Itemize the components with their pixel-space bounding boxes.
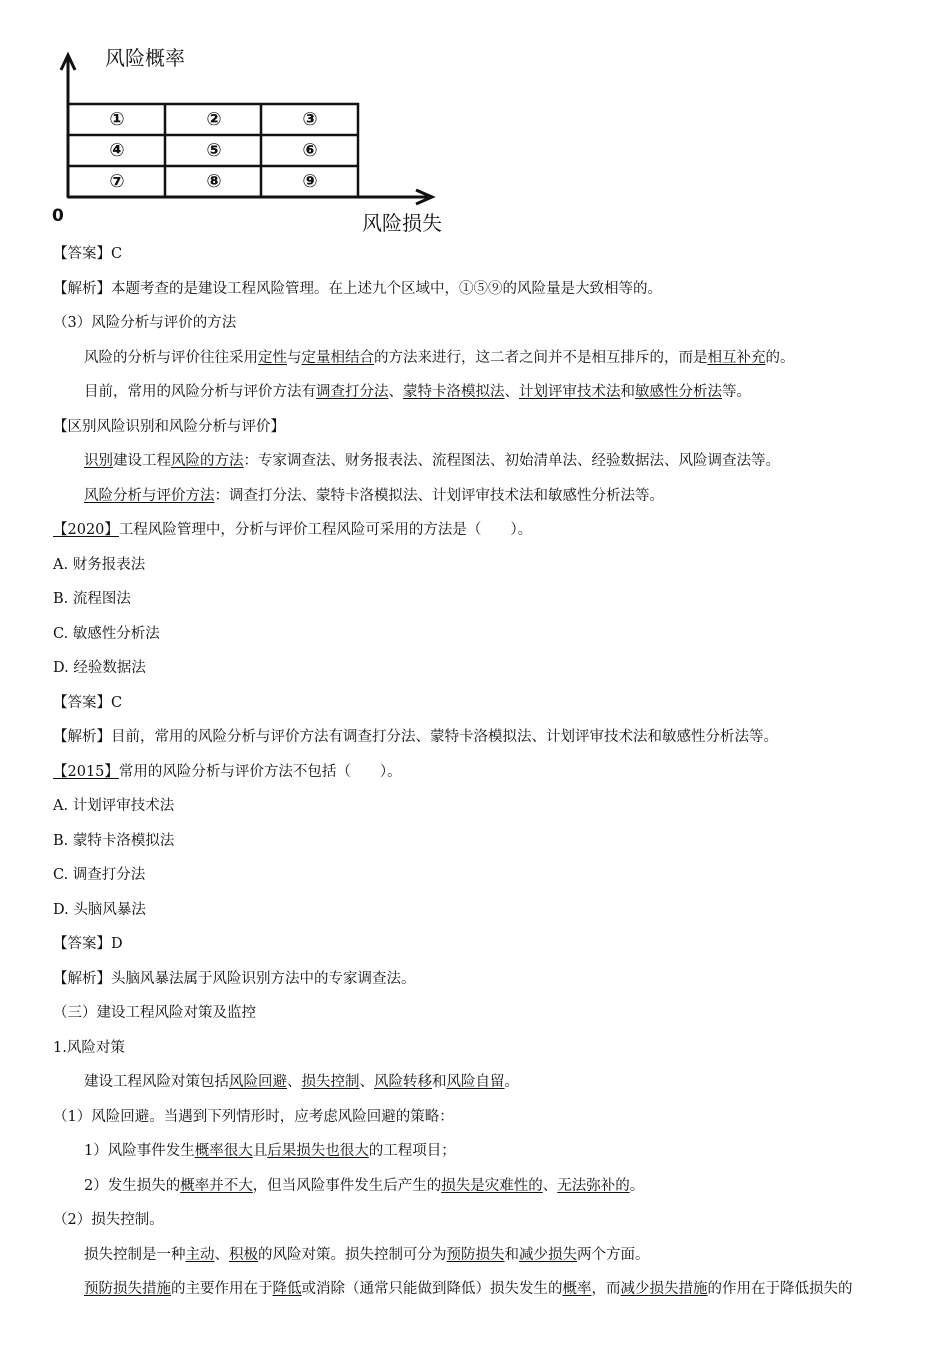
text-line <box>84 1072 519 1092</box>
text-segment: 、 <box>388 384 403 400</box>
underlined-term: 减少损失 <box>519 1246 577 1263</box>
underlined-term: 后果损失也很大 <box>267 1143 369 1159</box>
underlined-term: 风险回避 <box>229 1074 287 1090</box>
underlined-term: 无法弥补的 <box>557 1177 630 1194</box>
underlined-term: 风险自留 <box>446 1074 505 1090</box>
text-line <box>53 520 532 540</box>
text-segment: 【答案】C <box>53 246 123 262</box>
text-line <box>53 555 145 575</box>
text-segment: 、 <box>214 1246 229 1263</box>
text-line <box>53 1107 454 1127</box>
text-segment: D. 头脑风暴法 <box>53 901 146 918</box>
underlined-term: 风险的方法 <box>171 453 244 469</box>
underlined-term: 风险分析与评价方法 <box>84 487 215 504</box>
text-line <box>53 727 778 747</box>
matrix-cell: ② <box>206 109 222 130</box>
text-segment: 风险的分析与评价往往采用 <box>84 349 258 366</box>
text-segment: ：调查打分法、蒙特卡洛模拟法、计划评审技术法和敏感性分析法等。 <box>214 487 664 504</box>
text-line <box>53 244 122 264</box>
text-segment: 。 <box>504 1074 519 1090</box>
text-line <box>84 348 795 368</box>
risk-matrix-diagram <box>0 0 460 240</box>
text-line <box>84 1176 644 1196</box>
text-segment: 的。 <box>765 349 795 366</box>
underlined-term: 概率 <box>562 1281 592 1297</box>
underlined-term: 调查打分法 <box>316 384 389 400</box>
text-segment: 且 <box>252 1143 268 1159</box>
text-line <box>84 1141 456 1161</box>
text-segment: ，而 <box>591 1281 621 1297</box>
text-segment: 【解析】头脑风暴法属于风险识别方法中的专家调查法。 <box>53 970 416 987</box>
text-segment: （3）风险分析与评价的方法 <box>53 315 237 331</box>
underlined-term: 定量相结合 <box>301 349 374 366</box>
text-segment: 【区别风险识别和风险分析与评价】 <box>53 418 285 435</box>
text-segment: B. 流程图法 <box>53 591 131 607</box>
text-segment: 建设工程风险对策包括 <box>84 1074 229 1090</box>
underlined-term: 降低 <box>272 1281 302 1297</box>
x-axis-label: 风险损失 <box>362 211 442 235</box>
text-line <box>53 762 402 782</box>
text-line <box>84 451 780 471</box>
text-line <box>53 658 146 678</box>
underlined-term: 蒙特卡洛模拟法 <box>403 384 505 400</box>
text-segment: 两个方面。 <box>577 1246 650 1263</box>
text-segment: 损失控制是一种 <box>84 1246 186 1263</box>
underlined-term: 敏感性分析法 <box>635 384 722 400</box>
text-line <box>53 831 174 851</box>
text-line <box>53 969 416 989</box>
text-segment: 的作用在于降低损失的 <box>707 1281 853 1297</box>
underlined-term: 积极 <box>229 1246 258 1263</box>
underlined-term: 损失控制 <box>301 1074 360 1090</box>
text-segment: 【答案】D <box>53 936 123 952</box>
text-segment: ，但当风险事件发生后产生的 <box>252 1177 442 1194</box>
text-line <box>53 1003 256 1023</box>
text-segment: A. 计划评审技术法 <box>53 798 175 814</box>
text-segment: 工程风险管理中，分析与评价工程风险可采用的方法是（ ）。 <box>118 522 533 538</box>
text-segment: 、 <box>542 1177 558 1194</box>
text-segment: 1）风险事件发生 <box>84 1143 195 1159</box>
text-segment: 的主要作用在于 <box>171 1281 273 1297</box>
text-line <box>84 486 664 506</box>
text-line <box>53 693 122 713</box>
text-segment: 和 <box>432 1074 447 1090</box>
text-line <box>53 900 146 920</box>
text-segment: ：专家调查法、财务报表法、流程图法、初始清单法、经验数据法、风险调查法等。 <box>243 453 780 469</box>
underlined-term: 概率很大 <box>194 1143 253 1159</box>
text-line <box>53 313 236 333</box>
text-line <box>53 417 285 437</box>
text-segment: D. 经验数据法 <box>53 660 146 676</box>
text-segment: 和 <box>504 1246 519 1263</box>
matrix-cell: ① <box>109 109 125 130</box>
text-segment: 与 <box>287 349 302 366</box>
text-segment: 。 <box>629 1177 645 1194</box>
underlined-term: 主动 <box>185 1246 215 1263</box>
text-segment: 【解析】本题考查的是建设工程风险管理。在上述九个区域中，①⑤⑨的风险量是大致相等的。 <box>53 280 662 297</box>
text-segment: （三）建设工程风险对策及监控 <box>53 1005 256 1021</box>
text-segment: 或消除（通常只能做到降低）损失发生的 <box>301 1281 563 1297</box>
underlined-term: 减少损失措施 <box>620 1281 708 1297</box>
text-line <box>53 934 123 954</box>
underlined-term: 相互补充 <box>707 349 766 366</box>
matrix-cell: ⑨ <box>302 171 318 192</box>
text-segment: 常用的风险分析与评价方法不包括（ ）。 <box>118 763 402 780</box>
text-segment: 、 <box>287 1074 302 1090</box>
text-line <box>53 796 174 816</box>
text-segment: 建设工程 <box>113 453 171 469</box>
underlined-term: 预防损失 <box>446 1246 505 1263</box>
text-segment: 和 <box>620 384 635 400</box>
text-segment: C. 调查打分法 <box>53 867 146 883</box>
underlined-term: 损失是灾难性的 <box>441 1177 543 1194</box>
matrix-cell: ⑥ <box>302 140 318 161</box>
text-line <box>84 382 751 402</box>
text-line <box>53 624 160 644</box>
text-segment: C. 敏感性分析法 <box>53 625 160 642</box>
text-segment: 等。 <box>722 384 751 400</box>
text-segment: （2）损失控制。 <box>53 1212 164 1228</box>
text-segment: 2）发生损失的 <box>84 1177 181 1194</box>
text-line <box>53 279 662 299</box>
text-segment: 【解析】目前，常用的风险分析与评价方法有调查打分法、蒙特卡洛模拟法、计划评审技术法和敏感性分析法等。 <box>53 729 778 745</box>
text-segment: 的风险对策。损失控制可分为 <box>258 1246 447 1263</box>
underlined-term: 【2020】 <box>53 522 119 538</box>
text-line <box>53 1210 164 1230</box>
text-line <box>84 1245 650 1265</box>
text-line <box>53 1038 125 1058</box>
underlined-term: 预防损失措施 <box>84 1281 171 1297</box>
matrix-cell: ⑦ <box>109 171 125 192</box>
underlined-term: 定性 <box>258 349 287 366</box>
underlined-term: 风险转移 <box>374 1074 432 1090</box>
origin-label: 0 <box>52 206 64 226</box>
text-segment: A. 财务报表法 <box>53 556 146 573</box>
matrix-cell: ⑧ <box>206 171 222 192</box>
text-segment: 、 <box>359 1074 374 1090</box>
underlined-term: 识别 <box>84 453 113 469</box>
text-segment: 的工程项目； <box>368 1143 456 1159</box>
matrix-cell: ⑤ <box>206 140 222 161</box>
underlined-term: 概率并不大 <box>180 1177 253 1194</box>
matrix-cell: ④ <box>109 140 125 161</box>
text-segment: 【答案】C <box>53 694 123 711</box>
matrix-cell: ③ <box>302 109 318 130</box>
text-line <box>84 1279 853 1299</box>
text-segment: B. 蒙特卡洛模拟法 <box>53 832 175 849</box>
text-line <box>53 865 145 885</box>
text-segment: 1.风险对策 <box>53 1039 125 1056</box>
underlined-term: 计划评审技术法 <box>519 384 621 400</box>
text-line <box>53 589 131 609</box>
y-axis-label: 风险概率 <box>105 46 185 70</box>
text-segment: 、 <box>504 384 519 400</box>
text-segment: 的方法来进行，这二者之间并不是相互排斥的，而是 <box>374 349 708 366</box>
text-segment: 目前，常用的风险分析与评价方法有 <box>84 384 316 400</box>
underlined-term: 【2015】 <box>53 763 119 780</box>
text-segment: （1）风险回避。当遇到下列情形时，应考虑风险回避的策略： <box>53 1108 454 1125</box>
